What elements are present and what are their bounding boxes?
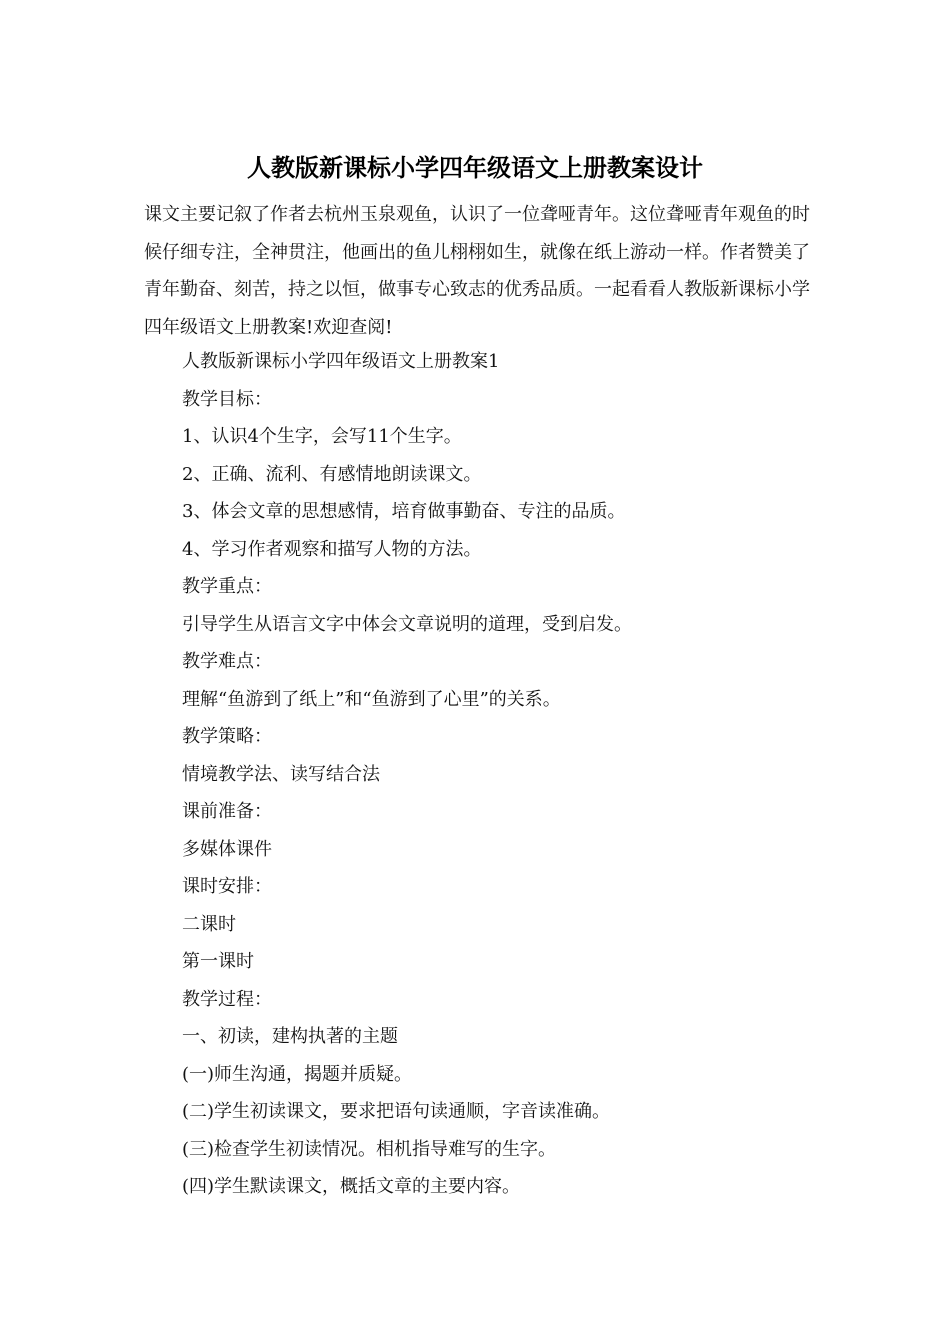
objective-item: 4、学习作者观察和描写人物的方法。 (182, 538, 482, 560)
objective-item: 3、体会文章的思想感情，培育做事勤奋、专注的品质。 (182, 501, 626, 522)
label-schedule: 课时安排： (182, 876, 272, 897)
section-heading: 人教版新课标小学四年级语文上册教案1 (182, 351, 500, 372)
schedule-text: 二课时 (182, 913, 236, 935)
document-title: 人教版新课标小学四年级语文上册教案设计 (247, 154, 703, 182)
strategy-text: 情境教学法、读写结合法 (182, 763, 380, 785)
label-strategy: 教学策略： (182, 726, 272, 747)
lesson-heading: 第一课时 (182, 951, 254, 972)
intro-paragraph: 课文主要记叙了作者去杭州玉泉观鱼，认识了一位聋哑青年。这位聋哑青年观鱼的时候仔细专注，全神贯注，他画出的鱼儿栩栩如生，就像在纸上游动一样。作者赞美了青年勤奋、刻苦，持之以恒，做事专心致志的优秀品质。一起看看人教版新课标小学四年级语文上册教案!欢迎查阅! (144, 204, 810, 338)
label-objectives: 教学目标： (182, 388, 272, 410)
label-key-points: 教学重点： (182, 576, 272, 597)
label-preparation: 课前准备： (182, 801, 272, 822)
body-lines (182, 343, 822, 1206)
process-substep: (三)检查学生初读情况。相机指导难写的生字。 (182, 1138, 557, 1160)
label-difficulties: 教学难点： (182, 651, 272, 672)
objective-item: 2、正确、流利、有感情地朗读课文。 (182, 463, 482, 485)
preparation-text: 多媒体课件 (182, 838, 272, 860)
key-points-text: 引导学生从语言文字中体会文章说明的道理，受到启发。 (182, 613, 632, 635)
process-substep: (二)学生初读课文，要求把语句读通顺，字音读准确。 (182, 1101, 611, 1122)
process-substep: (四)学生默读课文，概括文章的主要内容。 (182, 1176, 521, 1197)
process-substep: (一)师生沟通，揭题并质疑。 (182, 1063, 413, 1085)
process-step: 一、初读，建构执著的主题 (182, 1026, 398, 1047)
label-process: 教学过程： (182, 988, 272, 1010)
objective-item: 1、认识4个生字，会写11个生字。 (182, 426, 462, 447)
difficulties-text: 理解“鱼游到了纸上”和“鱼游到了心里”的关系。 (182, 688, 561, 710)
